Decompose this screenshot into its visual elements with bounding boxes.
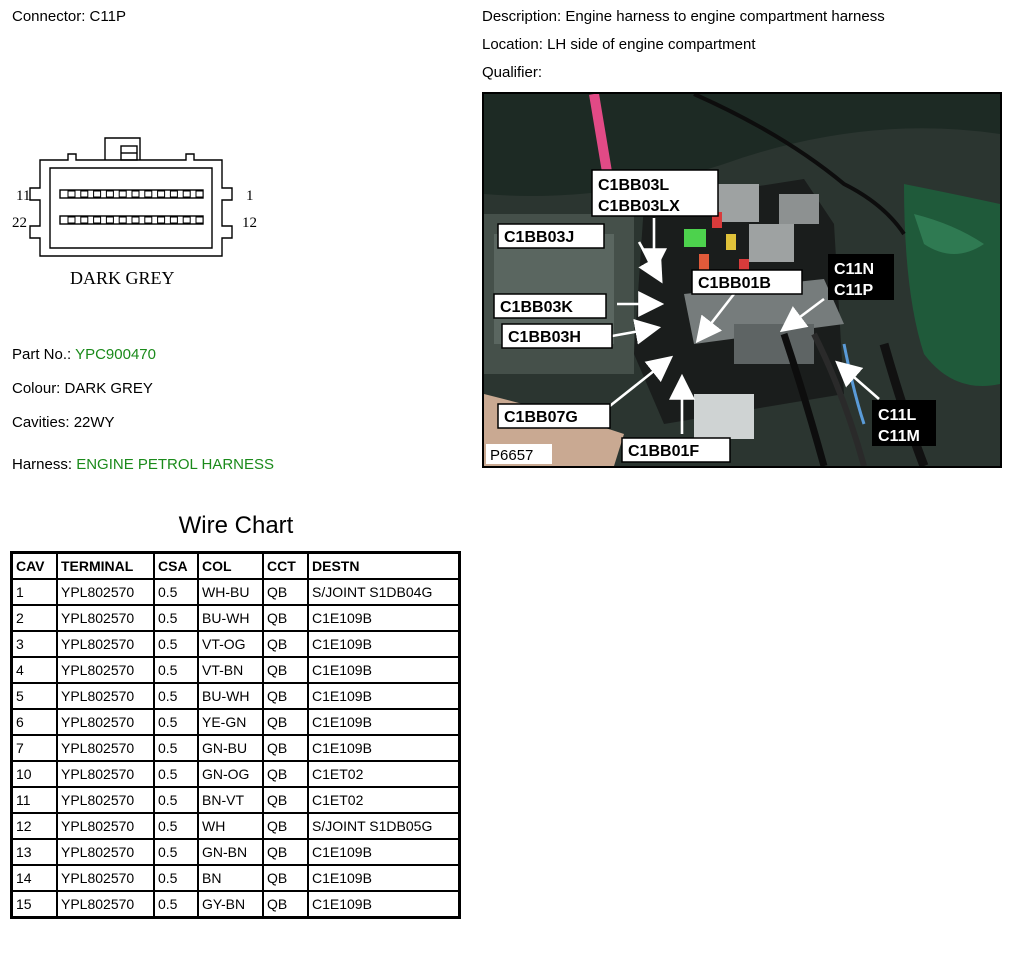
connector-face-diagram: [10, 128, 272, 298]
cavity-slot: [106, 217, 113, 223]
cell-cct: QB: [263, 865, 308, 891]
cell-terminal: YPL802570: [57, 735, 154, 761]
cell-destn: C1E109B: [308, 891, 460, 918]
cell-cct: QB: [263, 631, 308, 657]
label-c11n: C11N: [834, 261, 875, 278]
label-c1bb03k: C1BB03K: [500, 299, 573, 316]
connector-line: [12, 8, 126, 25]
col-header-terminal: TERMINAL: [57, 553, 154, 580]
cell-cav: 10: [12, 761, 58, 787]
cell-cav: 6: [12, 709, 58, 735]
cell-col: BU-WH: [198, 683, 263, 709]
cell-destn: C1E109B: [308, 735, 460, 761]
cell-col: GN-OG: [198, 761, 263, 787]
cell-cav: 11: [12, 787, 58, 813]
cell-col: GN-BN: [198, 839, 263, 865]
cell-destn: C1E109B: [308, 839, 460, 865]
cell-cct: QB: [263, 787, 308, 813]
cavities-label: Cavities:: [12, 414, 70, 431]
cavity-slot: [183, 191, 190, 197]
table-row: [12, 683, 460, 709]
cell-cct: QB: [263, 579, 308, 605]
cell-cav: 1: [12, 579, 58, 605]
table-row: [12, 579, 460, 605]
cell-terminal: YPL802570: [57, 891, 154, 918]
col-header-cct: CCT: [263, 553, 308, 580]
table-row: [12, 735, 460, 761]
harness-label: Harness:: [12, 456, 73, 473]
cavity-slot: [81, 191, 88, 197]
cavity-slot: [119, 217, 126, 223]
cell-terminal: YPL802570: [57, 631, 154, 657]
part-no-link[interactable]: YPC900470: [75, 346, 156, 363]
cavity-slot: [145, 191, 152, 197]
cavity-slot: [94, 217, 101, 223]
cell-terminal: YPL802570: [57, 865, 154, 891]
cell-csa: 0.5: [154, 605, 198, 631]
location-value: LH side of engine compartment: [547, 36, 756, 53]
cell-col: GN-BU: [198, 735, 263, 761]
cell-col: VT-BN: [198, 657, 263, 683]
cell-csa: 0.5: [154, 631, 198, 657]
description-line: [482, 8, 885, 25]
cell-cct: QB: [263, 839, 308, 865]
cell-csa: 0.5: [154, 657, 198, 683]
cell-csa: 0.5: [154, 787, 198, 813]
photo-ref: P6657: [490, 447, 534, 464]
table-row: [12, 631, 460, 657]
col-header-cav: CAV: [12, 553, 58, 580]
table-row: [12, 761, 460, 787]
cavity-slot: [81, 217, 88, 223]
cell-cct: QB: [263, 761, 308, 787]
cell-cav: 4: [12, 657, 58, 683]
label-c11l: C11L: [878, 407, 917, 424]
cell-csa: 0.5: [154, 813, 198, 839]
cavity-slot: [145, 217, 152, 223]
cell-destn: C1ET02: [308, 761, 460, 787]
cell-csa: 0.5: [154, 891, 198, 918]
part-no-line: [12, 346, 156, 363]
cavity-slot: [170, 217, 177, 223]
cell-terminal: YPL802570: [57, 787, 154, 813]
table-row: [12, 839, 460, 865]
cell-cct: QB: [263, 605, 308, 631]
cell-destn: C1E109B: [308, 683, 460, 709]
wire-chart-header-row: [12, 553, 460, 580]
cell-terminal: YPL802570: [57, 709, 154, 735]
cell-terminal: YPL802570: [57, 761, 154, 787]
cell-col: BN-VT: [198, 787, 263, 813]
table-row: [12, 891, 460, 918]
cell-col: BU-WH: [198, 605, 263, 631]
description-label: Description:: [482, 8, 562, 25]
label-c1bb03h: C1BB03H: [508, 329, 581, 346]
wire-chart-table: [10, 551, 461, 919]
cavity-slot: [94, 191, 101, 197]
connector-label: Connector:: [12, 8, 86, 25]
label-c11p: C11P: [834, 282, 874, 299]
location-label: Location:: [482, 36, 543, 53]
cell-cct: QB: [263, 657, 308, 683]
label-c1bb03lx: C1BB03LX: [598, 198, 680, 215]
cell-col: GY-BN: [198, 891, 263, 918]
col-header-destn: DESTN: [308, 553, 460, 580]
cavity-slot: [132, 217, 139, 223]
pin-22-label: 22: [12, 215, 27, 231]
cell-cav: 12: [12, 813, 58, 839]
table-row: [12, 709, 460, 735]
cell-cav: 5: [12, 683, 58, 709]
cavity-slot: [132, 191, 139, 197]
cavity-slot: [183, 217, 190, 223]
pin-12-label: 12: [242, 215, 257, 231]
cell-cav: 7: [12, 735, 58, 761]
cell-csa: 0.5: [154, 683, 198, 709]
col-header-csa: CSA: [154, 553, 198, 580]
cell-destn: C1E109B: [308, 865, 460, 891]
cell-destn: S/JOINT S1DB04G: [308, 579, 460, 605]
cavities-line: [12, 414, 115, 431]
cell-col: YE-GN: [198, 709, 263, 735]
table-row: [12, 865, 460, 891]
location-line: [482, 36, 756, 53]
cell-cct: QB: [263, 709, 308, 735]
qualifier-line: [482, 64, 542, 81]
cell-csa: 0.5: [154, 735, 198, 761]
cavity-slot: [106, 191, 113, 197]
part-no-label: Part No.:: [12, 346, 72, 363]
cell-cct: QB: [263, 735, 308, 761]
cell-col: WH-BU: [198, 579, 263, 605]
label-c1bb03l: C1BB03L: [598, 177, 670, 194]
cell-terminal: YPL802570: [57, 579, 154, 605]
label-c1bb01f: C1BB01F: [628, 443, 700, 460]
qualifier-label: Qualifier:: [482, 64, 543, 81]
cell-csa: 0.5: [154, 579, 198, 605]
cavity-slot: [196, 191, 203, 197]
cell-destn: C1E109B: [308, 657, 460, 683]
wire-chart-title: Wire Chart: [178, 512, 294, 539]
label-c1bb07g: C1BB07G: [504, 409, 578, 426]
colour-value: DARK GREY: [64, 380, 153, 397]
cell-cav: 14: [12, 865, 58, 891]
cell-csa: 0.5: [154, 865, 198, 891]
connector-colour-caption: DARK GREY: [70, 268, 175, 288]
cavity-slot: [119, 191, 126, 197]
label-c1bb01b: C1BB01B: [698, 275, 771, 292]
location-photo-illustration: [484, 94, 1000, 466]
cell-col: WH: [198, 813, 263, 839]
cell-destn: S/JOINT S1DB05G: [308, 813, 460, 839]
cell-terminal: YPL802570: [57, 657, 154, 683]
cell-destn: C1E109B: [308, 709, 460, 735]
harness-link[interactable]: ENGINE PETROL HARNESS: [76, 456, 275, 473]
pin-11-label: 11: [16, 188, 31, 204]
cavity-slot: [68, 191, 75, 197]
cell-terminal: YPL802570: [57, 683, 154, 709]
cell-terminal: YPL802570: [57, 813, 154, 839]
cavity-slot: [68, 217, 75, 223]
cell-cav: 2: [12, 605, 58, 631]
label-c11m: C11M: [878, 428, 920, 445]
colour-label: Colour:: [12, 380, 61, 397]
cell-cav: 15: [12, 891, 58, 918]
label-c1bb03j: C1BB03J: [504, 229, 575, 246]
cell-cct: QB: [263, 891, 308, 918]
cavity-slot: [170, 191, 177, 197]
cell-terminal: YPL802570: [57, 839, 154, 865]
pin-1-label: 1: [246, 188, 254, 204]
cell-csa: 0.5: [154, 709, 198, 735]
cell-cct: QB: [263, 813, 308, 839]
table-row: [12, 813, 460, 839]
cell-destn: C1E109B: [308, 631, 460, 657]
description-value: Engine harness to engine compartment harness: [565, 8, 885, 25]
cell-col: VT-OG: [198, 631, 263, 657]
cavity-slot: [196, 217, 203, 223]
location-photo: [482, 92, 1002, 468]
cavity-slot: [158, 217, 165, 223]
cell-cct: QB: [263, 683, 308, 709]
cell-csa: 0.5: [154, 839, 198, 865]
cavity-slot: [158, 191, 165, 197]
wire-chart-body: [12, 579, 460, 918]
cell-destn: C1E109B: [308, 605, 460, 631]
colour-line: [12, 380, 153, 397]
harness-line: [12, 456, 274, 473]
connector-value: C11P: [89, 8, 126, 25]
cell-cav: 3: [12, 631, 58, 657]
cavities-value: 22WY: [73, 414, 115, 431]
cell-col: BN: [198, 865, 263, 891]
cell-csa: 0.5: [154, 761, 198, 787]
cell-cav: 13: [12, 839, 58, 865]
table-row: [12, 657, 460, 683]
table-row: [12, 605, 460, 631]
cell-destn: C1ET02: [308, 787, 460, 813]
table-row: [12, 787, 460, 813]
col-header-col: COL: [198, 553, 263, 580]
cell-terminal: YPL802570: [57, 605, 154, 631]
